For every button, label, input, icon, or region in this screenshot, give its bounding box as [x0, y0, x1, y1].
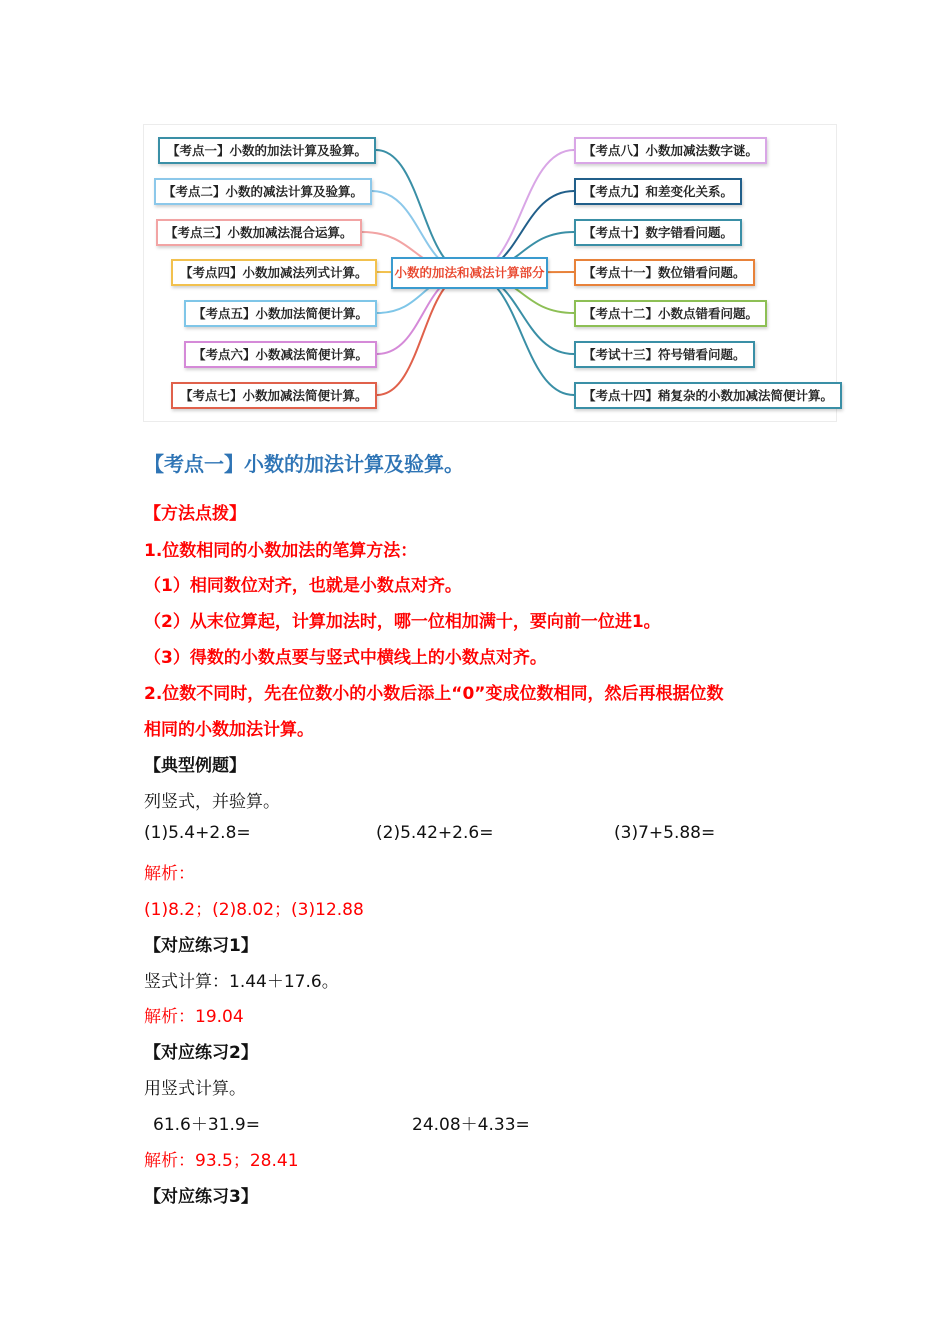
mind-map-node-left: 【考点六】小数减法简便计算。 — [184, 341, 377, 368]
mind-map-node-right: 【考点九】和差变化关系。 — [574, 178, 742, 205]
practice-1-question: 竖式计算：1.44＋17.6。 — [144, 972, 339, 992]
mind-map — [143, 124, 837, 422]
mind-map-node-left: 【考点三】小数加减法混合运算。 — [156, 219, 362, 246]
mind-map-node-left: 【考点二】小数的减法计算及验算。 — [154, 178, 372, 205]
mind-map-node-left: 【考点七】小数加减法简便计算。 — [171, 382, 377, 409]
mind-map-connector — [376, 150, 469, 273]
mind-map-connector — [377, 273, 469, 395]
example-prompt: 列竖式，并验算。 — [144, 792, 280, 812]
mind-map-node-right: 【考点十四】稍复杂的小数加减法简便计算。 — [574, 382, 842, 409]
practice-2-question-2: 24.08＋4.33= — [412, 1115, 530, 1135]
example-question-3: (3)7+5.88= — [614, 823, 716, 843]
practice-2-question: 用竖式计算。 — [144, 1079, 246, 1099]
example-question-1: (1)5.4+2.8= — [144, 823, 251, 843]
mind-map-connector — [469, 273, 574, 395]
example-question-2: (2)5.42+2.6= — [376, 823, 494, 843]
section-heading: 【考点一】小数的加法计算及验算。 — [144, 452, 464, 476]
mind-map-node-right: 【考点十二】小数点错看问题。 — [574, 300, 767, 327]
example-title: 【典型例题】 — [144, 756, 246, 776]
practice-1-title: 【对应练习1】 — [144, 936, 258, 956]
method-point-2-line1: 2.位数不同时，先在位数小的小数后添上“0”变成位数相同，然后再根据位数 — [144, 684, 724, 704]
practice-1-answer: 解析：19.04 — [144, 1007, 244, 1027]
mind-map-center-node: 小数的加法和减法计算部分 — [391, 257, 548, 289]
mind-map-node-left: 【考点四】小数加减法列式计算。 — [171, 259, 377, 286]
method-point-1-2: （2）从末位算起，计算加法时，哪一位相加满十，要向前一位进1。 — [144, 612, 661, 632]
practice-2-title: 【对应练习2】 — [144, 1043, 258, 1063]
example-analysis-label: 解析： — [144, 864, 195, 884]
method-title: 【方法点拨】 — [144, 504, 246, 524]
practice-2-question-1: 61.6＋31.9= — [153, 1115, 260, 1135]
method-point-1-1: （1）相同数位对齐，也就是小数点对齐。 — [144, 576, 462, 596]
method-point-2-line2: 相同的小数加法计算。 — [144, 720, 314, 740]
example-answer: (1)8.2；(2)8.02；(3)12.88 — [144, 900, 364, 920]
mind-map-node-left: 【考点一】小数的加法计算及验算。 — [158, 137, 376, 164]
mind-map-node-right: 【考点八】小数加减法数字谜。 — [574, 137, 767, 164]
practice-2-answer: 解析：93.5；28.41 — [144, 1151, 299, 1171]
mind-map-node-right: 【考点十一】数位错看问题。 — [574, 259, 755, 286]
method-point-1: 1.位数相同的小数加法的笔算方法： — [144, 541, 418, 561]
practice-3-title: 【对应练习3】 — [144, 1187, 258, 1207]
mind-map-node-left: 【考点五】小数加法简便计算。 — [184, 300, 377, 327]
mind-map-node-right: 【考试十三】符号错看问题。 — [574, 341, 755, 368]
mind-map-connector — [469, 150, 574, 273]
mind-map-node-right: 【考点十】数字错看问题。 — [574, 219, 742, 246]
method-point-1-3: （3）得数的小数点要与竖式中横线上的小数点对齐。 — [144, 648, 547, 668]
